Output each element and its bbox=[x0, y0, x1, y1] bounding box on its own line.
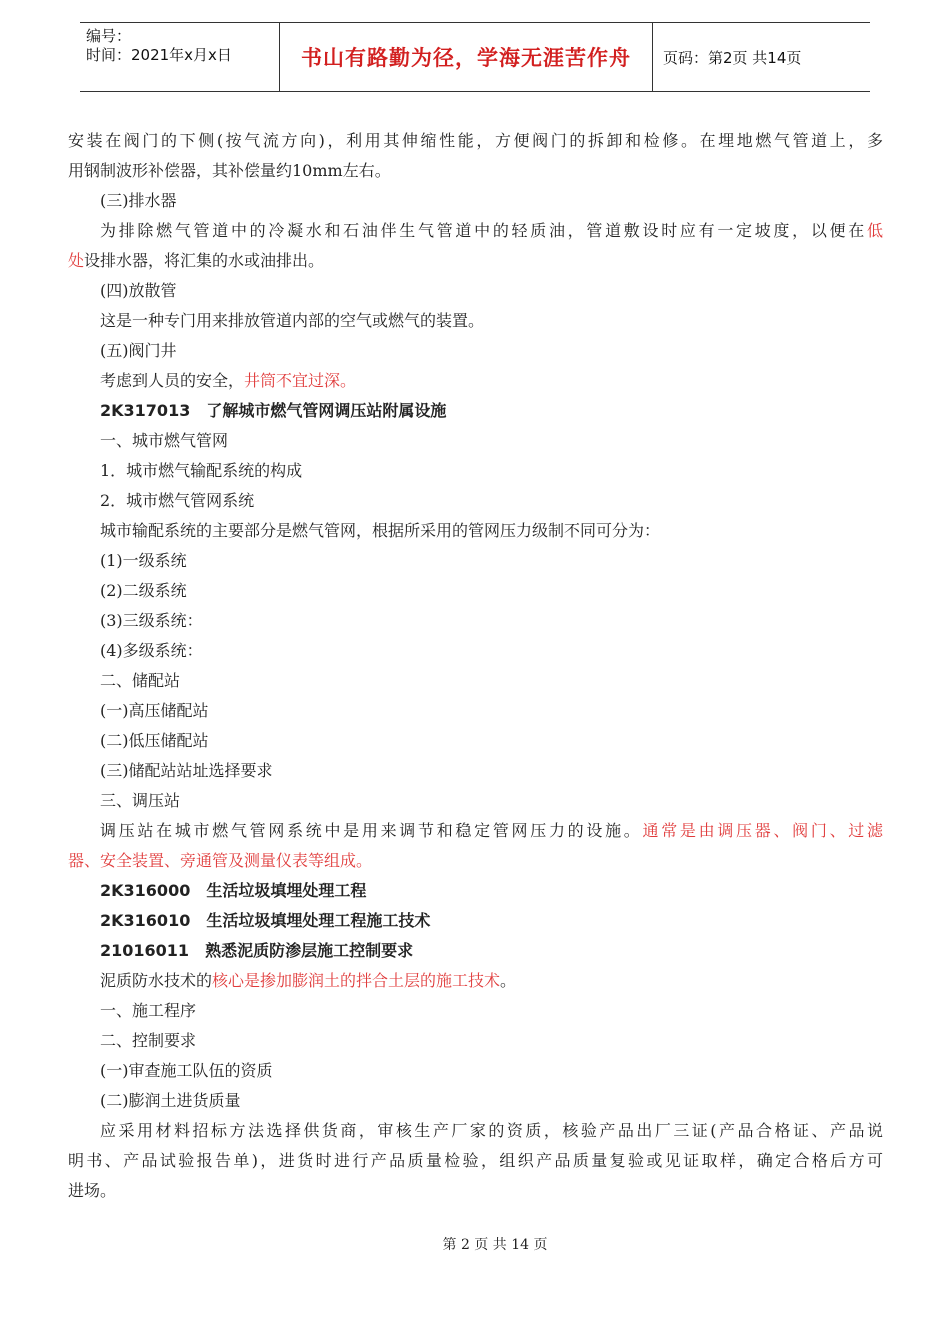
text-line bbox=[68, 1086, 883, 1116]
text-segment: 设排水器，将汇集的水或油排出。 bbox=[84, 251, 325, 270]
text-segment: (4)多级系统： bbox=[100, 641, 203, 660]
text-line bbox=[68, 846, 883, 876]
text-segment: 二、储配站 bbox=[100, 671, 181, 690]
text-segment: (一)审查施工队伍的资质 bbox=[100, 1061, 273, 1080]
text-segment: 2K317013 了解城市燃气管网调压站附属设施 bbox=[100, 401, 447, 420]
text-line bbox=[68, 1146, 883, 1176]
text-line bbox=[68, 666, 883, 696]
text-line bbox=[68, 426, 883, 456]
page-header bbox=[80, 22, 870, 92]
text-line bbox=[68, 456, 883, 486]
highlighted-text: 井筒不宜过深。 bbox=[244, 371, 357, 390]
text-segment: 二、控制要求 bbox=[100, 1031, 197, 1050]
text-line bbox=[68, 1056, 883, 1086]
text-line bbox=[68, 516, 883, 546]
text-segment: 安装在阀门的下侧(按气流方向)，利用其伸缩性能，方便阀门的拆卸和检修。在埋地燃气管道上，多 bbox=[68, 131, 883, 150]
text-line bbox=[68, 576, 883, 606]
text-segment: (一)高压储配站 bbox=[100, 701, 209, 720]
section-heading bbox=[68, 906, 883, 936]
text-segment: 三、调压站 bbox=[100, 791, 181, 810]
text-line bbox=[68, 1026, 883, 1056]
text-line bbox=[68, 546, 883, 576]
text-segment: (三)储配站站址选择要求 bbox=[100, 761, 273, 780]
text-segment: (四)放散管 bbox=[100, 281, 177, 300]
text-segment: 为排除燃气管道中的冷凝水和石油伴生气管道中的轻质油，管道敷设时应有一定坡度，以便在 bbox=[100, 221, 867, 240]
text-segment: (三)排水器 bbox=[100, 191, 177, 210]
text-segment: 城市输配系统的主要部分是燃气管网，根据所采用的管网压力级制不同可分为： bbox=[100, 521, 661, 540]
text-line bbox=[68, 306, 883, 336]
text-line bbox=[68, 636, 883, 666]
text-segment: 进场。 bbox=[68, 1181, 117, 1200]
text-line bbox=[68, 186, 883, 216]
header-motto: 书山有路勤为径，学海无涯苦作舟 bbox=[280, 23, 653, 91]
text-line bbox=[68, 126, 883, 156]
highlighted-text: 处 bbox=[68, 251, 85, 270]
text-segment: (二)膨润土进货质量 bbox=[100, 1091, 241, 1110]
header-meta bbox=[80, 23, 280, 91]
document-number-label: 编号： bbox=[86, 27, 132, 45]
highlighted-text: 器、安全装置、旁通管及测量仪表等组成。 bbox=[68, 851, 373, 870]
highlighted-text: 低 bbox=[866, 221, 883, 240]
header-page-label: 页码：第2页 共14页 bbox=[663, 48, 802, 67]
section-heading bbox=[68, 396, 883, 426]
text-segment: (1)一级系统 bbox=[100, 551, 187, 570]
section-heading bbox=[68, 936, 883, 966]
text-line bbox=[68, 726, 883, 756]
text-segment: 明书、产品试验报告单)，进货时进行产品质量检验，组织产品质量复验或见证取样，确定合格后方可 bbox=[68, 1151, 883, 1170]
text-line bbox=[68, 966, 883, 996]
text-line bbox=[68, 486, 883, 516]
document-time-label: 时间：2021年x月x日 bbox=[86, 46, 232, 64]
text-segment: 一、施工程序 bbox=[100, 1001, 197, 1020]
text-segment: 21016011 熟悉泥质防渗层施工控制要求 bbox=[100, 941, 414, 960]
text-segment: 这是一种专门用来排放管道内部的空气或燃气的装置。 bbox=[100, 311, 485, 330]
text-line bbox=[68, 1116, 883, 1146]
text-line bbox=[68, 606, 883, 636]
text-segment: (3)三级系统： bbox=[100, 611, 203, 630]
text-segment: 2K316010 生活垃圾填埋处理工程施工技术 bbox=[100, 911, 431, 930]
text-line bbox=[68, 216, 883, 246]
text-line bbox=[68, 366, 883, 396]
highlighted-text: 核心是掺加膨润土的拌合土层的施工技术 bbox=[212, 971, 501, 990]
text-line bbox=[68, 156, 883, 186]
text-line bbox=[68, 276, 883, 306]
page-footer: 第 2 页 共 14 页 bbox=[442, 1237, 548, 1253]
text-segment: 2K316000 生活垃圾填埋处理工程 bbox=[100, 881, 367, 900]
text-line bbox=[68, 816, 883, 846]
text-segment: 1．城市燃气输配系统的构成 bbox=[100, 461, 303, 480]
text-segment: 泥质防水技术的 bbox=[100, 971, 213, 990]
text-segment: 考虑到人员的安全， bbox=[100, 371, 245, 390]
document-body bbox=[68, 126, 883, 1206]
text-segment: 一、城市燃气管网 bbox=[100, 431, 229, 450]
text-line bbox=[68, 1176, 883, 1206]
text-segment: 调压站在城市燃气管网系统中是用来调节和稳定管网压力的设施。 bbox=[100, 821, 643, 840]
text-line bbox=[68, 786, 883, 816]
text-segment: (二)低压储配站 bbox=[100, 731, 209, 750]
text-line bbox=[68, 996, 883, 1026]
text-line bbox=[68, 756, 883, 786]
text-segment: (五)阀门井 bbox=[100, 341, 177, 360]
section-heading bbox=[68, 876, 883, 906]
text-line bbox=[68, 246, 883, 276]
highlighted-text: 通常是由调压器、阀门、过滤 bbox=[642, 821, 883, 840]
text-segment: 用钢制波形补偿器，其补偿量约10mm左右。 bbox=[68, 161, 391, 180]
text-segment: 。 bbox=[500, 971, 517, 990]
text-segment: (2)二级系统 bbox=[100, 581, 187, 600]
text-line bbox=[68, 696, 883, 726]
text-line bbox=[68, 336, 883, 366]
text-segment: 应采用材料招标方法选择供货商，审核生产厂家的资质，核验产品出厂三证(产品合格证、产品说 bbox=[100, 1121, 883, 1140]
text-segment: 2．城市燃气管网系统 bbox=[100, 491, 255, 510]
